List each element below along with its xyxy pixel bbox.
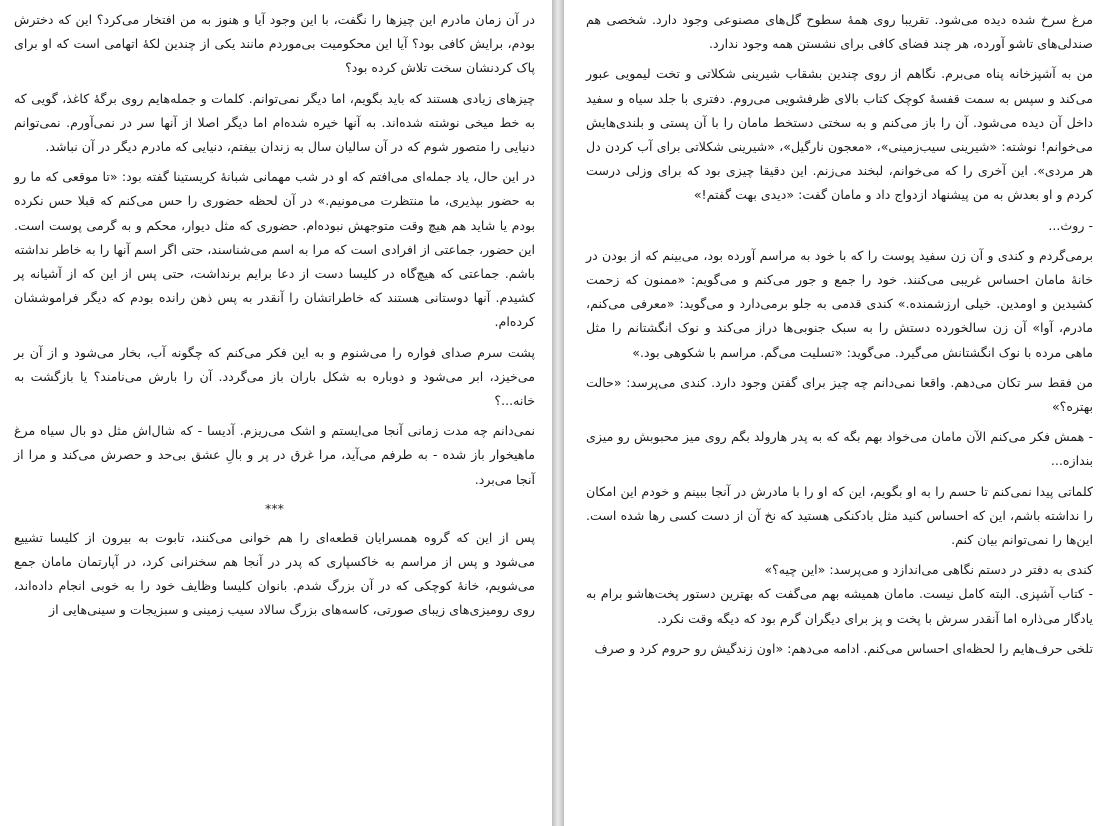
right-paragraph-7: کلماتی پیدا نمی‌کنم تا حسم را به او بگویم، این که او را با مادرش در آنجا ببینم و خودم این امکان را نداشته باشم، این که احساس کنید مثل بادکنکی هستید که نخ آن از دست کسی رها شده است. این‌ها را نمی‌توانم بیان کنم. (586, 483, 1093, 548)
right-paragraph-8: کندی به دفتر در دستم نگاهی می‌اندازد و می‌پرسد: «این چیه؟» - کتاب آشپزی. البته کامل نیست. مامان همیشه بهم می‌گفت که بهترین دستور پخت‌هاشو برام به یادگار می‌ذاره اما آنقدر سرش با پخت و پز برای دیگران گرم بود که دیگه وقت نکرد. (586, 562, 1093, 626)
right-page (564, 0, 1108, 826)
left-paragraph-4: پشت سرم صدای فواره را می‌شنوم و به این فکر می‌کنم که چگونه آب، بخار می‌شود و از آن بر می‌خیزد، ابر می‌شود و دوباره به شکل باران باز می‌گردد. آن را بارش می‌نامند؟ یا بازگشت به خانه...؟ (14, 344, 535, 409)
right-paragraph-2: من به آشپزخانه پناه می‌برم. نگاهم از روی چندین بشقاب شیرینی شکلاتی و تخت لیمویی عبور می‌کند و سپس به سمت قفسهٔ کوچک کتاب بالای ظرفشویی می‌روم. دفتری با جلد سیاه و سفید داخل آن دیده می‌شود. آن را باز می‌کنم و به سختی دستخط مامان را با آن پستی و بلندی‌هایش می‌خوانم! نوشته: «شیرینی سیب‌زمینی»، «معجون نارگیل»، «شیرینی شکلاتی برای آب کردن دل هر مردی». این آخری را که می‌خوانم، لبخند می‌زنم. این دقیقا چیزی بود که برای وزلی درست کردم و او بعدش به من پیشنهاد ازدواج داد و مامان گفت: «دیدی بهت گفتم!» (586, 66, 1093, 203)
right-paragraph-4: برمی‌گردم و کندی و آن زن سفید پوست را که با خود به مراسم آورده بود، می‌بینم که از بودن در خانهٔ مامان احساس غریبی می‌کنند. خود را جمع و جور می‌کنم و می‌گویم: «ممنون که زحمت کشیدین و اومدین. خیلی ارزشمنده.» کندی قدمی به جلو برمی‌دارد و می‌گوید: «معرفی می‌کنم، مادرم، آوا» آن زن سالخورده دستش را به سبک جنوبی‌ها دراز می‌کند و نوک انگشتانم را مثل ماهی مرده با نوک انگشتانش می‌گیرد. می‌گوید: «تسلیت می‌گم. مراسم با شکوهی بود.» (586, 247, 1093, 360)
left-paragraph-1: در آن زمان مادرم این چیزها را نگفت، با این وجود آیا و هنوز به من افتخار می‌کرد؟ این که دخترش بودم، برایش کافی بود؟ آیا این محکومیت بی‌موردم مانند یکی از چندین لکهٔ اتهامی است که او برای پاک کردنشان سخت تلاش کرده بود؟ (14, 12, 535, 76)
right-paragraph-9: تلخی حرف‌هایم را لحظه‌ای احساس می‌کنم. ادامه می‌دهم: «اون زندگیش رو حروم کرد و صرف (594, 640, 1093, 656)
right-paragraph-3: - روث... (1048, 217, 1093, 233)
left-page (0, 0, 552, 826)
left-paragraph-5: نمی‌دانم چه مدت زمانی آنجا می‌ایستم و اشک می‌ریزم. آدیسا - که شال‌اش مثل دو بال سیاه مرغ ماهیخوار باز شده - به طرفم می‌آید، مرا غرق در پر و بالِ عشق بی‌حد و حصرش می‌کند و مرا از آنجا می‌برد. (14, 423, 535, 487)
left-paragraph-3: در این حال، یاد جمله‌ای می‌افتم که او در شب مهمانی شبانهٔ کریستینا گفته بود: «تا موقعی که ما رو به حضور بپذیری، ما منتظرت می‌مونیم.» در آن لحظه حضوری را حس می‌کنم که قبلا حس نکرده بودم یا شاید هم هیچ وقت متوجهش نبوده‌ام. حضوری که مثل دیوار، محکم و به گرمی پوست است. این حضور، جماعتی از افرادی است که مرا به اسم می‌شناسند، حتی اگر اسم آنها را به خاطر نداشته باشم. جماعتی که هیچ‌گاه در کلیسا دست از دعا برایم برنداشت، حتی پس از این که از آشیانه پر کشیدم. آنها دوستانی هستند که خاطراتشان را آنقدر به پس ذهن رانده بودم که دیگر فراموششان کرده‌ام. (14, 169, 535, 330)
left-paragraph-6: پس از این که گروه همسرایان قطعه‌ای را هم خوانی می‌کنند، تابوت به بیرون از کلیسا تشییع می‌شود و پس از مراسم به خاکسپاری که پدر در آنجا هم سخنرانی کرد، در آپارتمان مامان جمع می‌شویم، خانهٔ کوچکی که در آن بزرگ شدم. بانوان کلیسا وظایف خود را به خوبی انجام داده‌اند، روی رومیزی‌های زیبای صورتی، کاسه‌های بزرگ سالاد سیب زمینی و سبزیجات و سینی‌هایی از (14, 529, 535, 618)
right-paragraph-1: مرغ سرخ شده دیده می‌شود. تقریبا روی همهٔ سطوح گل‌های مصنوعی وجود دارد. شخصی هم صندلی‌های تاشو آورده، هر چند فضای کافی برای نشستن همه وجود ندارد. (586, 12, 1093, 52)
section-separator: *** (265, 500, 284, 516)
page-gutter (552, 0, 564, 826)
right-paragraph-5: من فقط سر تکان می‌دهم. واقعا نمی‌دانم چه چیز برای گفتن وجود دارد. کندی می‌پرسد: «حالت بهتره؟» (586, 374, 1093, 415)
right-paragraph-6: - همش فکر می‌کنم الآن مامان می‌خواد بهم بگه که به پدر هارولد بگم روی میز محبوبش رو میزی بندازه... (586, 429, 1093, 469)
left-paragraph-2: چیزهای زیادی هستند که باید بگویم، اما دیگر نمی‌توانم. کلمات و جمله‌هایم روی برگهٔ کاغذ، گویی که به خط میخی نوشته شده‌اند. به آنها خیره شده‌ام اما دیگر اصلا از آنها سر در نمی‌آورم. نمی‌توانم دنیایی را متصور شوم که در آن سالیان سال به زندان بیفتم، دنیایی که مادرم دیگر در آن نباشد. (14, 90, 535, 155)
